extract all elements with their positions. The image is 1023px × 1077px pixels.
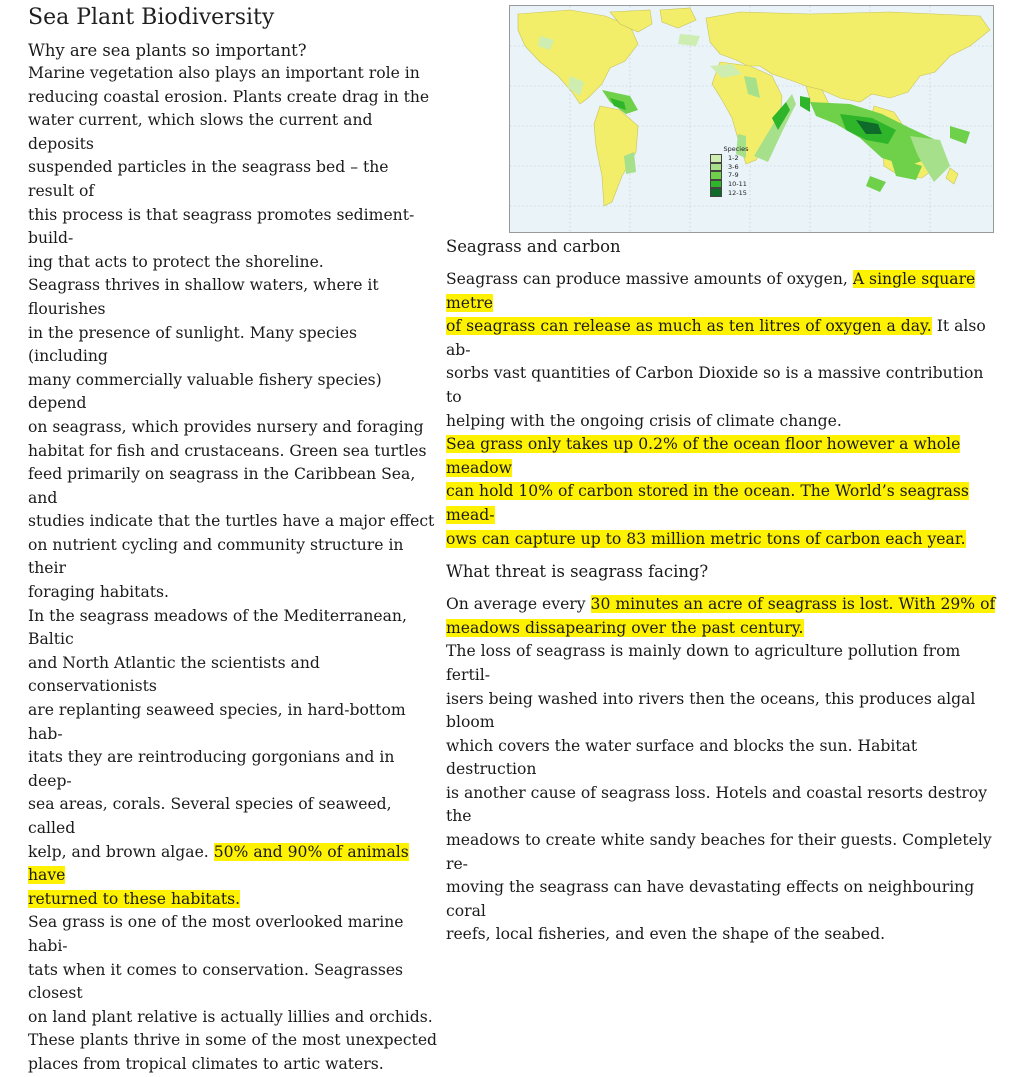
oxygen-text: Seagrass can produce massive amounts of oxygen, — [446, 270, 853, 288]
replanting-text: In the seagrass meadows of the Mediterranean, Baltic and North Atlantic the scientists and conservationists are replanting seaweed species, in hard-bottom hab- itats they are reintroducing gorgonians and in deep- sea areas, corals. Several species of seaweed, called kelp, and brown algae. — [28, 606, 407, 861]
legend-title: Species — [723, 145, 749, 153]
spacer — [446, 551, 1002, 561]
legend-item — [710, 180, 762, 189]
section-heading-threat: What threat is seagrass facing? — [446, 562, 709, 582]
paragraph-oxygen — [446, 268, 1002, 433]
legend-swatch-2 — [710, 163, 722, 172]
legend-label: 3-6 — [728, 162, 739, 171]
highlight-carbon-3: ows can capture up to 83 million metric tons of carbon each year. — [446, 529, 966, 548]
legend-swatch-5 — [710, 188, 722, 197]
section-heading-importance: Why are sea plants so important? — [28, 41, 307, 60]
page-title: Sea Plant Biodiversity — [28, 5, 275, 30]
legend-label: 12-15 — [728, 188, 747, 197]
legend-label: 1-2 — [728, 154, 739, 163]
highlight-animals-returned-2: returned to these habitats. — [28, 889, 241, 908]
legend-item — [710, 154, 762, 163]
map-legend — [710, 145, 762, 197]
spacer — [446, 583, 1002, 593]
legend-label: 10-11 — [728, 180, 747, 189]
section-heading-carbon: Seagrass and carbon — [446, 237, 621, 256]
paragraph-replanting — [28, 605, 438, 912]
left-column — [28, 4, 438, 1077]
paragraph-loss-causes: The loss of seagrass is mainly down to agriculture pollution from fertil- isers being washed into rivers then the oceans, this produces algal bloom which covers the water surface and blocks the sun. Habitat destruction is another cause of seagrass loss. Hotels and coastal resorts destroy the meadows to create white sandy beaches for their guests. Completely re- moving the seagrass can have devastating effects on neighbouring coral reefs, local fisheries, and even the shape of the seabed. — [446, 642, 992, 944]
carbon-dioxide-text: It also ab- sorbs vast quantities of Carbon Dioxide so is a massive contribution to helping with the ongoing crisis of climate change. — [446, 317, 986, 430]
world-seagrass-species-map — [509, 5, 994, 233]
highlight-carbon-1: Sea grass only takes up 0.2% of the ocean floor however a whole meadow — [446, 435, 961, 477]
paragraph-conservation: Sea grass is one of the most overlooked marine habi- tats when it comes to conservation. Seagrasses closest on land plant relative is actually lillies and orchids. These plants thrive in some of the most unexpected places from tropical climates to artic waters. — [28, 913, 438, 1073]
paragraph-erosion: Marine vegetation also plays an important role in reducing coastal erosion. Plants create drag in the water current, which slows the current and deposits suspended particles in the seagrass bed – the result of this process is that seagrass promotes sediment-build- ing that acts to protect the shoreline. — [28, 64, 430, 271]
highlight-animals-returned-1: 50% and 90% of animals have — [28, 842, 409, 885]
legend-item — [710, 171, 762, 180]
legend-swatch-1 — [710, 154, 722, 163]
legend-swatch-4 — [710, 180, 722, 189]
paragraph-carbon-storage — [446, 433, 1002, 551]
loss-rate-text: On average every — [446, 595, 591, 614]
highlight-loss-1: 30 minutes an acre of seagrass is lost. With 29% of — [590, 595, 996, 614]
right-column — [446, 236, 1002, 947]
spacer — [446, 258, 1002, 268]
paragraph-loss-rate — [446, 593, 1002, 640]
legend-swatch-3 — [710, 171, 722, 180]
paragraph-habitat: Seagrass thrives in shallow waters, where it flourishes in the presence of sunlight. Many species (including many commercially valuable fishery species) depend on seagrass, which provides nursery and foraging habitat for fish and crustaceans. Green sea turtles feed primarily on seagrass in the Caribbean Sea, and studies indicate that the turtles have a major effect on nutrient cycling and community structure in their foraging habitats. — [28, 276, 435, 602]
legend-item — [710, 188, 762, 197]
highlight-carbon-2: can hold 10% of carbon stored in the ocean. The World’s seagrass mead- — [446, 482, 969, 524]
legend-item — [710, 163, 762, 172]
highlight-loss-2: meadows dissapearing over the past century. — [446, 618, 804, 637]
legend-label: 7-9 — [728, 171, 739, 180]
highlight-oxygen-1: A single square metre — [446, 270, 976, 312]
highlight-oxygen-2: of seagrass can release as much as ten litres of oxygen a day. — [446, 317, 932, 336]
map-graphic — [510, 6, 993, 232]
